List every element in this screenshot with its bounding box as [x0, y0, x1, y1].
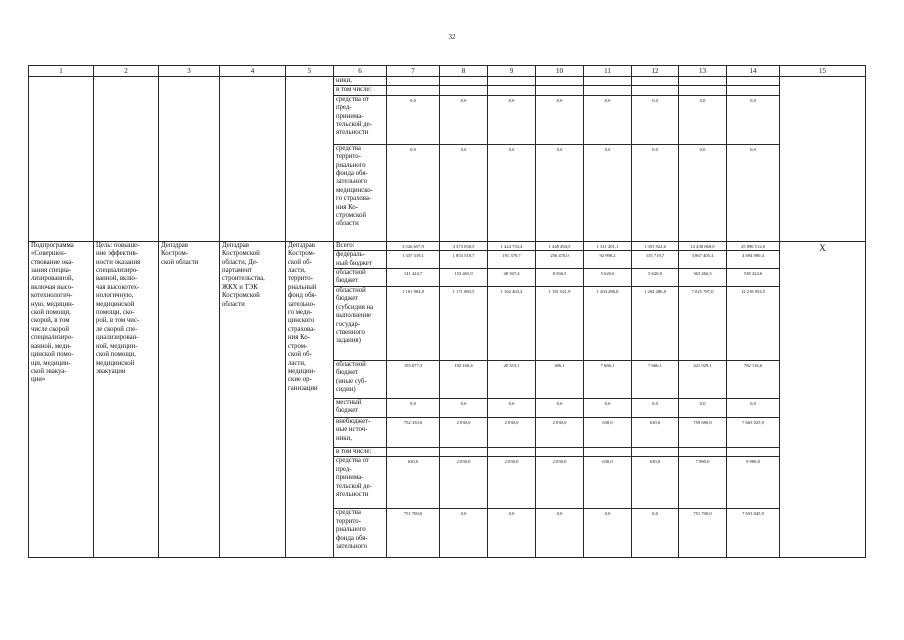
empty-cell [727, 448, 780, 457]
column-number-6: 6 [334, 66, 387, 77]
amount-cell: 48 567,4 [488, 269, 536, 287]
amount-cell: 1 337 319,1 [387, 251, 440, 269]
amount-cell: 92 998,2 [584, 251, 632, 269]
column-number-2: 2 [94, 66, 159, 77]
amount-cell: 7 980,0 [679, 457, 727, 509]
amount-cell: 153 465,9 [440, 269, 488, 287]
column-number-8: 8 [440, 66, 488, 77]
funding-source-label: в том числе: [334, 86, 387, 95]
empty-cell [440, 77, 488, 86]
amount-cell: 0,0 [440, 509, 488, 558]
amount-cell: 0,0 [632, 95, 679, 144]
empty-cell [584, 77, 632, 86]
budget-table [28, 65, 866, 558]
continued-col-1 [29, 77, 94, 242]
amount-cell: 3 867 405,4 [679, 251, 727, 269]
amount-cell: 0,0 [536, 399, 584, 418]
column-number-5: 5 [286, 66, 334, 77]
funding-source-label: средства террито- риального фонда обя- зательного медицинско- го страхова- ния Ко- стромской области [334, 144, 387, 241]
participants: Депздрав Костром- ской об- ласти, террито- риальный фонд обя- зательно- го меди- цинского страхова- ния Ко- стром- ской об- ласти, медицин- ские ор- ганизации [286, 241, 334, 558]
column-number-1: 1 [29, 66, 94, 77]
amount-cell: 1 162 403,2 [488, 287, 536, 361]
amount-cell: 2 030,0 [440, 418, 488, 448]
amount-cell: 0,0 [440, 399, 488, 418]
amount-cell: 0,0 [679, 95, 727, 144]
amount-cell: 0,0 [488, 144, 536, 241]
amount-cell: 4 694 090,4 [727, 251, 780, 269]
amount-cell: 0,0 [536, 509, 584, 558]
amount-cell: 141 424,7 [387, 269, 440, 287]
column-number-7: 7 [387, 66, 440, 77]
empty-cell [440, 448, 488, 457]
amount-cell: 0,0 [679, 399, 727, 418]
amount-cell: 12 438 068,0 [679, 241, 727, 250]
continued-row [29, 77, 866, 86]
amount-cell: 406,1 [536, 361, 584, 399]
amount-cell: 0,0 [387, 144, 440, 241]
column-number-11: 11 [584, 66, 632, 77]
amount-cell: 1 853 518,7 [440, 251, 488, 269]
continued-col-4 [220, 77, 286, 242]
empty-cell [727, 86, 780, 95]
amount-cell: 2 030,0 [536, 457, 584, 509]
empty-cell [679, 86, 727, 95]
amount-cell: 538 324,6 [727, 269, 780, 287]
amount-cell: 0,0 [488, 399, 536, 418]
empty-cell [488, 448, 536, 457]
funding-source-label: местный бюджет [334, 399, 387, 418]
funding-source-label: ники, [334, 77, 387, 86]
amount-cell: 256 470,0 [536, 251, 584, 269]
amount-cell: 0,0 [387, 399, 440, 418]
amount-cell: 421 929,1 [679, 361, 727, 399]
amount-cell: 752 330,0 [387, 418, 440, 448]
funding-source-label: средства от пред- принима- тельской де- ятельности [334, 95, 387, 144]
co-executors: Депздрав Костромской области, Де- партамент строительства, ЖКХ и ТЭК Костромской области [220, 241, 286, 558]
empty-cell [632, 86, 679, 95]
empty-cell [488, 86, 536, 95]
amount-cell: 2 030,0 [488, 457, 536, 509]
continued-col-3 [159, 77, 220, 242]
amount-cell: 630,0 [387, 457, 440, 509]
empty-cell [387, 448, 440, 457]
amount-cell: 0,0 [387, 95, 440, 144]
column-number-14: 14 [727, 66, 780, 77]
column-number-15: 15 [780, 66, 866, 77]
amount-cell: 3 373 058,5 [440, 241, 488, 250]
amount-cell: 630,0 [632, 418, 679, 448]
amount-cell: 0,0 [536, 95, 584, 144]
funding-source-label: в том числе: [334, 448, 387, 457]
amount-cell: 0,0 [584, 509, 632, 558]
amount-cell: 1 448 494,5 [536, 241, 584, 250]
continued-col-2 [94, 77, 159, 242]
amount-cell: 0,0 [632, 399, 679, 418]
amount-cell: 5 620,0 [632, 269, 679, 287]
amount-cell: 7 666,1 [632, 361, 679, 399]
amount-cell: 1 204 286,8 [584, 287, 632, 361]
amount-cell: 751 700,0 [679, 509, 727, 558]
page-number: 32 [448, 33, 456, 41]
empty-cell [584, 86, 632, 95]
column-number-10: 10 [536, 66, 584, 77]
funding-source-label: областной бюджет [334, 269, 387, 287]
empty-cell [632, 77, 679, 86]
amount-cell: 759 680,0 [679, 418, 727, 448]
amount-cell: 20 353,1 [488, 361, 536, 399]
amount-cell: 1 181 021,9 [536, 287, 584, 361]
continued-col-5 [286, 77, 334, 242]
column-number-12: 12 [632, 66, 679, 77]
amount-cell: 3 526 657,9 [387, 241, 440, 250]
amount-cell: 191 379,7 [488, 251, 536, 269]
amount-cell: 0,0 [584, 399, 632, 418]
continued-col-15 [780, 77, 866, 242]
amount-cell: 1 311 201,1 [584, 241, 632, 250]
funding-source-label: внебюджет- ные источ- ники, [334, 418, 387, 448]
amount-cell: 5 620,0 [584, 269, 632, 287]
amount-cell: 1 101 904,8 [387, 287, 440, 361]
amount-cell: 2 030,0 [488, 418, 536, 448]
amount-cell: 7 653 045,9 [727, 509, 780, 558]
amount-cell: 0,0 [584, 95, 632, 144]
empty-cell [536, 448, 584, 457]
column-number-9: 9 [488, 66, 536, 77]
amount-cell: 0,0 [679, 144, 727, 241]
amount-cell: 9 980,0 [727, 457, 780, 509]
amount-cell: 1 204 286,8 [632, 287, 679, 361]
column-number-4: 4 [220, 66, 286, 77]
amount-cell: 630,0 [632, 457, 679, 509]
funding-source-label: средства от пред- принима- тельской де- ятельности [334, 457, 387, 509]
empty-cell [536, 86, 584, 95]
amount-cell: 0,0 [440, 144, 488, 241]
amount-cell: 8 566,5 [536, 269, 584, 287]
funding-source-label: областной бюджет (субсидия на выполнение государ- ственного задания) [334, 287, 387, 361]
amount-cell: 2 030,0 [440, 457, 488, 509]
header-row [29, 66, 866, 77]
amount-cell: 363 266,5 [679, 269, 727, 287]
funding-source-label: средства террито- риального фонда обя- зательного [334, 509, 387, 558]
amount-cell: 751 700,0 [387, 509, 440, 558]
amount-cell: 1 171 883,5 [440, 287, 488, 361]
amount-cell: 0,0 [727, 399, 780, 418]
empty-cell [632, 448, 679, 457]
amount-cell: 193 677,3 [387, 361, 440, 399]
amount-cell: 7 663 025,9 [727, 418, 780, 448]
funding-source-label: федераль- ный бюджет [334, 251, 387, 269]
empty-cell [387, 86, 440, 95]
amount-cell: 2 030,0 [536, 418, 584, 448]
amount-cell: 0,0 [440, 95, 488, 144]
amount-cell: 1 424 733,4 [488, 241, 536, 250]
subprogram-name: Подпрограмма «Совершен- ствование ока- зания специа- лизированной, включая высо- котехнологич- ную, медицин- ской помощи, скорой, в том числе скорой специализиро- ванной, меди- цинской помо- щи, медицин- ской эвакуа- ции» [29, 241, 94, 558]
amount-cell: 135 719,7 [632, 251, 679, 269]
empty-cell [387, 77, 440, 86]
amount-cell: 0,0 [632, 509, 679, 558]
column-number-13: 13 [679, 66, 727, 77]
table-body [29, 66, 866, 558]
empty-cell [727, 77, 780, 86]
amount-cell: 7 666,1 [584, 361, 632, 399]
amount-cell: 630,0 [584, 418, 632, 448]
empty-cell [440, 86, 488, 95]
amount-cell: 0,0 [632, 144, 679, 241]
subprogram-row [29, 241, 866, 250]
amount-cell: 0,0 [488, 95, 536, 144]
empty-cell [584, 448, 632, 457]
funding-source-label: областной бюджет (иные суб- сидии) [334, 361, 387, 399]
amount-cell: 25 896 512,0 [727, 241, 780, 250]
amount-cell: 0,0 [488, 509, 536, 558]
amount-cell: 1 353 922,6 [632, 241, 679, 250]
amount-cell: 12 218 954,5 [727, 287, 780, 361]
amount-cell: 0,0 [727, 95, 780, 144]
amount-cell: 782 116,6 [727, 361, 780, 399]
amount-cell: 0,0 [536, 144, 584, 241]
empty-cell [488, 77, 536, 86]
amount-cell: 0,0 [584, 144, 632, 241]
funding-source-label: Всего: [334, 241, 387, 250]
empty-cell [679, 448, 727, 457]
amount-cell: 630,0 [584, 457, 632, 509]
amount-cell: 192 160,4 [440, 361, 488, 399]
amount-cell: 7 025 787,0 [679, 287, 727, 361]
subprogram-goal: Цель: повыше- ние эффектив- ности оказания специализиро- ванной, вклю- чая высокотех- нологичную, медицинской помощи, ско- рой, в том чис- ле скорой спе- циализирован- ной, медицин- ской помощи, медицинской эвакуации [94, 241, 159, 558]
empty-cell [536, 77, 584, 86]
empty-cell [679, 77, 727, 86]
column-15-mark: X [780, 241, 866, 558]
column-number-3: 3 [159, 66, 220, 77]
amount-cell: 0,0 [727, 144, 780, 241]
responsible-executor: Депздрав Костром- ской области [159, 241, 220, 558]
